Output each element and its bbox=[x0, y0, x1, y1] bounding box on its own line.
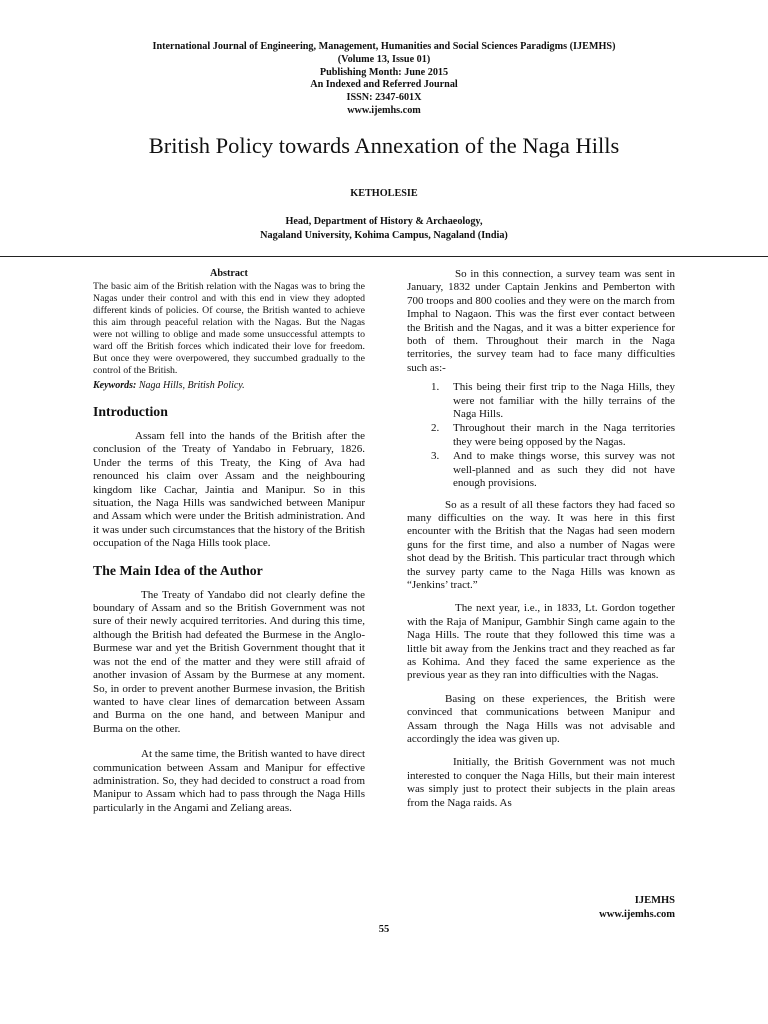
publishing-month: Publishing Month: June 2015 bbox=[319, 66, 449, 78]
right-column bbox=[407, 266, 675, 820]
affiliation-department: Head, Department of History & Archaeology, bbox=[285, 216, 483, 227]
list-item-text: This being their first trip to the Naga Hills, they were not familiar with the hilly terrains of the Naga Hills. bbox=[453, 381, 675, 421]
keywords-label: Keywords: bbox=[93, 380, 137, 391]
difficulties-list bbox=[407, 381, 675, 490]
list-item-text: And to make things worse, this survey was not well-planned and as such they did not have enough provisions. bbox=[453, 450, 675, 490]
header-divider bbox=[0, 256, 768, 257]
survey-paragraph: So in this connection, a survey team was sent in January, 1832 under Captain Jenkins and Pemberton with 700 troops and 800 coolies and they were on the march from Imphal to Nagaon. This was the first ever contact between the British and the Nagas, and it was a bitter experience for both of them. Throughout their march in the Naga territories, the survey team had to face many difficulties such as:- bbox=[407, 268, 675, 374]
journal-footer bbox=[500, 894, 675, 922]
british-interest-paragraph: Initially, the British Government was not much interested to conquer the Naga Hills, but their main interest was simply just to protect their subjects in the plain areas from the Naga raids. As bbox=[407, 756, 675, 809]
journal-header bbox=[0, 41, 768, 118]
left-column bbox=[93, 266, 365, 827]
author-name: KETHOLESIE bbox=[350, 188, 418, 199]
list-item-number: 2. bbox=[431, 422, 440, 435]
keywords bbox=[93, 379, 365, 392]
list-item-text: Throughout their march in the Naga territories they were being opposed by the Nagas. bbox=[453, 422, 675, 448]
paper-title: British Policy towards Annexation of the Naga Hills bbox=[148, 133, 620, 158]
abstract-text: The basic aim of the British relation with the Nagas was to bring the Nagas under their control and with this end in view they adopted different kinds of policies. Of course, the British wanted to achieve this aim through peaceful relation with the Nagas. But the Nagas were not willing to oblige and made some unsuccessful attempts to ward off the British forces which indicated their love for freedom. But once they were overpowered, they succumbed gradually to the control of the British. bbox=[93, 281, 365, 376]
list-item bbox=[407, 450, 675, 490]
list-item-number: 1. bbox=[431, 381, 440, 394]
keywords-text: Naga Hills, British Policy. bbox=[136, 380, 245, 391]
first-encounter-paragraph: So as a result of all these factors they had faced so many difficulties on the way. It was here in this first encounter with the British that the Nagas had seen modern guns for the first time, and also a number of Nagas were shot dead by the British. This particular tract through which the survey party came to the Naga Hills was known as “Jenkins’ tract.” bbox=[407, 498, 675, 591]
footer-journal: IJEMHS bbox=[634, 895, 675, 906]
introduction-paragraph: Assam fell into the hands of the British after the conclusion of the Treaty of Yandabo in February, 1826. Under the terms of this Treaty, the King of Ava had renounced his claim over Assam and the neighbouring kingdom like Cachar, Jaintia and Manipur. So in this situation, the Naga Hills was sandwiched between Manipur and Assam which were under the British administration. And it was under such circumstances that the history of the British occupation of the Naga Hills took place. bbox=[93, 430, 365, 550]
list-item bbox=[407, 381, 675, 421]
issn: ISSN: 2347-601X bbox=[346, 92, 422, 104]
page-number: 55 bbox=[378, 924, 390, 935]
list-item-number: 3. bbox=[431, 450, 440, 463]
gordon-paragraph: The next year, i.e., in 1833, Lt. Gordon together with the Raja of Manipur, Gambhir Singh came again to the Naga Hills. The route that they followed this time was a little bit away from the Jenkins tract and they reached as far as Kohima. And they faced the same experience as the previous year as they ran into difficulties with the Nagas. bbox=[407, 602, 675, 682]
journal-name: International Journal of Engineering, Management, Humanities and Social Sciences Paradigms (IJEMHS) bbox=[152, 41, 616, 52]
affiliation-university: Nagaland University, Kohima Campus, Nagaland (India) bbox=[260, 230, 508, 241]
main-idea-paragraph-2: At the same time, the British wanted to have direct communication between Assam and Manipur for effective administration. So, they had decided to construct a road from Manipur to Assam which had to pass through the Naga Hills particularly in the Angami and Zeliang areas. bbox=[93, 748, 365, 814]
journal-volume: (Volume 13, Issue 01) bbox=[337, 53, 431, 65]
conclusion-paragraph: Basing on these experiences, the British were convinced that communications between Manipur and Assam through the Naga Hills was not advisable and accordingly the idea was given up. bbox=[407, 692, 675, 745]
introduction-heading: Introduction bbox=[93, 404, 168, 419]
main-idea-paragraph-1: The Treaty of Yandabo did not clearly define the boundary of Assam and so the British Government was not sure of their newly acquired territories. And during this time, although the British had defeated the Burmese in the Anglo-Burmese war and yet the British Government thought that it was not the end of the matter and they were still afraid of another invasion of Assam by the Burmese at any moment. So, in order to prevent another Burmese invasion, the British wanted to have clear lines of demarcation between Assam and Burma on the one hand, and between Manipur and Burma on the other. bbox=[93, 588, 365, 735]
main-idea-heading: The Main Idea of the Author bbox=[93, 562, 263, 578]
journal-type: An Indexed and Referred Journal bbox=[310, 79, 458, 91]
list-item bbox=[407, 422, 675, 449]
abstract-heading: Abstract bbox=[210, 268, 248, 279]
author-affiliation bbox=[0, 215, 768, 243]
journal-url: www.ijemhs.com bbox=[347, 104, 421, 116]
footer-url: www.ijemhs.com bbox=[599, 909, 675, 920]
